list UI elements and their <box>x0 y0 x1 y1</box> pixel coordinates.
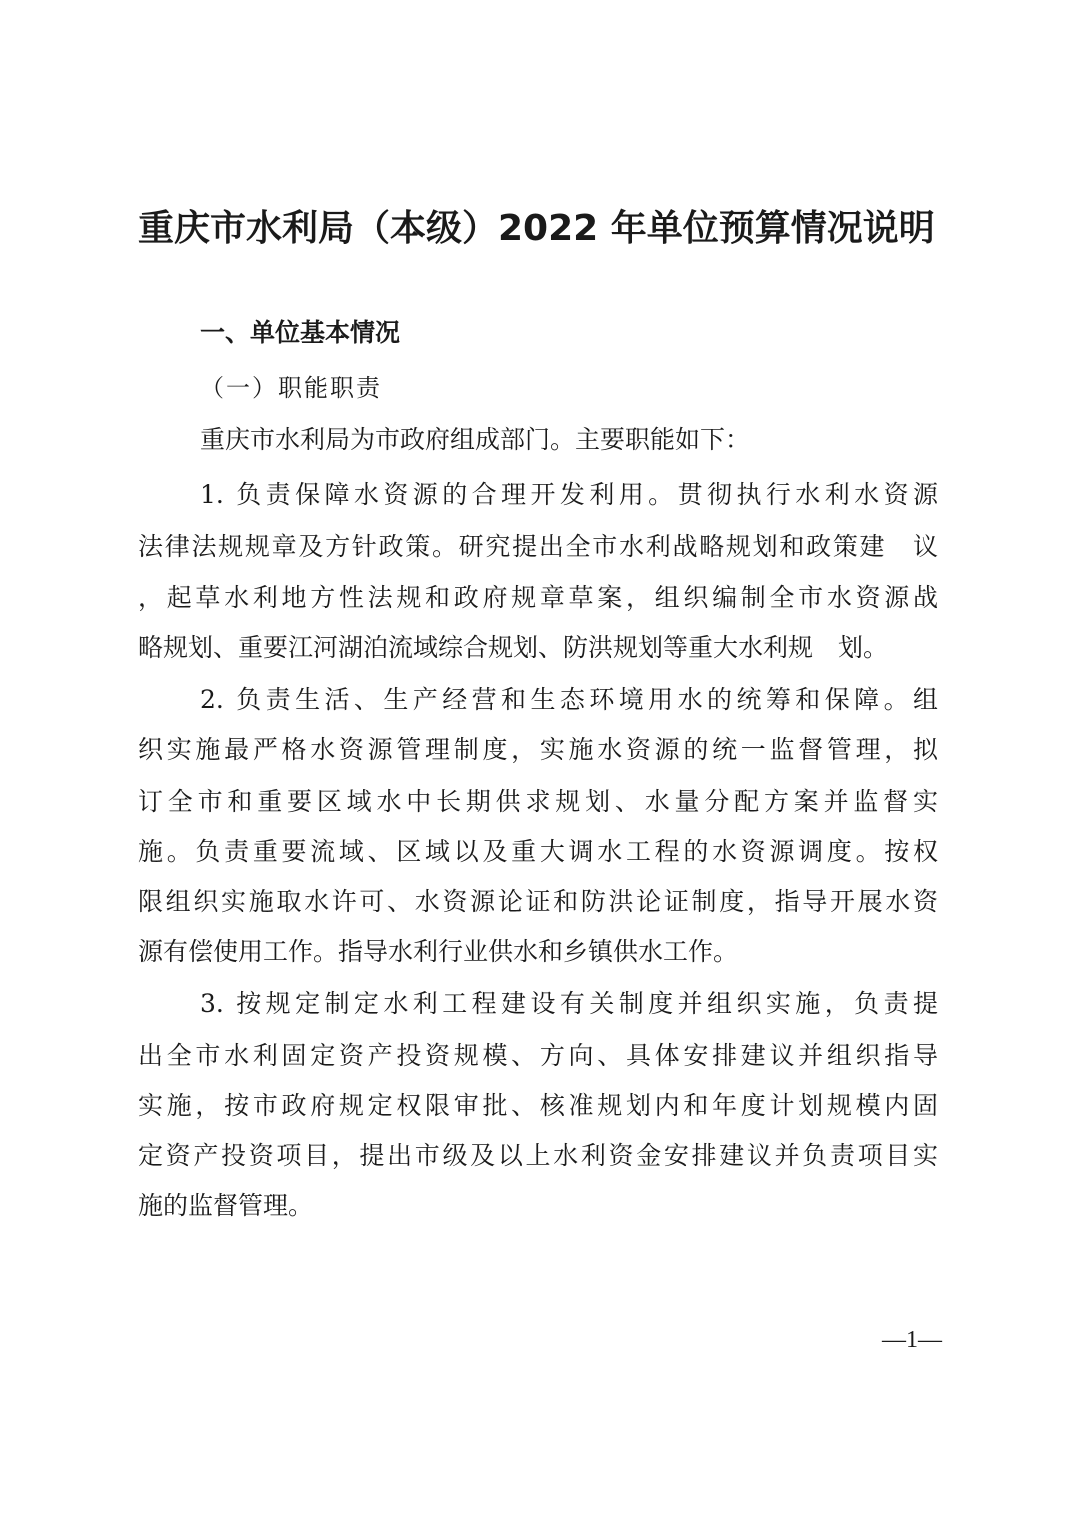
subsection-heading: （一）职能职责 <box>200 374 382 402</box>
paragraph-line: ，起草水利地方性法规和政府规章草案，组织编制全市水资源战 <box>138 583 938 612</box>
section-heading: 一、单位基本情况 <box>200 318 401 347</box>
paragraph-line: 定资产投资项目，提出市级及以上水利资金安排建议并负责项目实 <box>138 1141 938 1170</box>
paragraph-line: 源有偿使用工作。指导水利行业供水和乡镇供水工作。 <box>138 937 739 966</box>
paragraph-line: 3. 按规定制定水利工程建设有关制度并组织实施，负责提 <box>200 989 938 1018</box>
paragraph-line: 实施，按市政府规定权限审批、核准规划内和年度计划规模内固 <box>138 1091 938 1120</box>
paragraph-line: 出全市水利固定资产投资规模、方向、具体安排建议并组织指导 <box>138 1041 938 1070</box>
intro-paragraph: 重庆市水利局为市政府组成部门。主要职能如下： <box>200 425 751 454</box>
paragraph-line: 施的监督管理。 <box>138 1191 314 1220</box>
paragraph-line: 1. 负责保障水资源的合理开发利用。贯彻执行水利水资源 <box>200 480 938 509</box>
page-number: —1— <box>882 1327 942 1353</box>
document-title: 重庆市水利局（本级）2022 年单位预算情况说明 <box>138 208 935 249</box>
paragraph-line: 订全市和重要区域水中长期供求规划、水量分配方案并监督实 <box>138 787 938 816</box>
paragraph-line: 略规划、重要江河湖泊流域综合规划、防洪规划等重大水利规 划。 <box>138 633 889 662</box>
paragraph-line: 法律法规规章及方针政策。研究提出全市水利战略规划和政策建 议 <box>138 532 938 561</box>
paragraph-line: 织实施最严格水资源管理制度，实施水资源的统一监督管理，拟 <box>138 735 938 764</box>
paragraph-line: 限组织实施取水许可、水资源论证和防洪论证制度，指导开展水资 <box>138 887 938 916</box>
paragraph-line: 2. 负责生活、生产经营和生态环境用水的统筹和保障。组 <box>200 685 938 714</box>
paragraph-line: 施。负责重要流域、区域以及重大调水工程的水资源调度。按权 <box>138 837 938 866</box>
